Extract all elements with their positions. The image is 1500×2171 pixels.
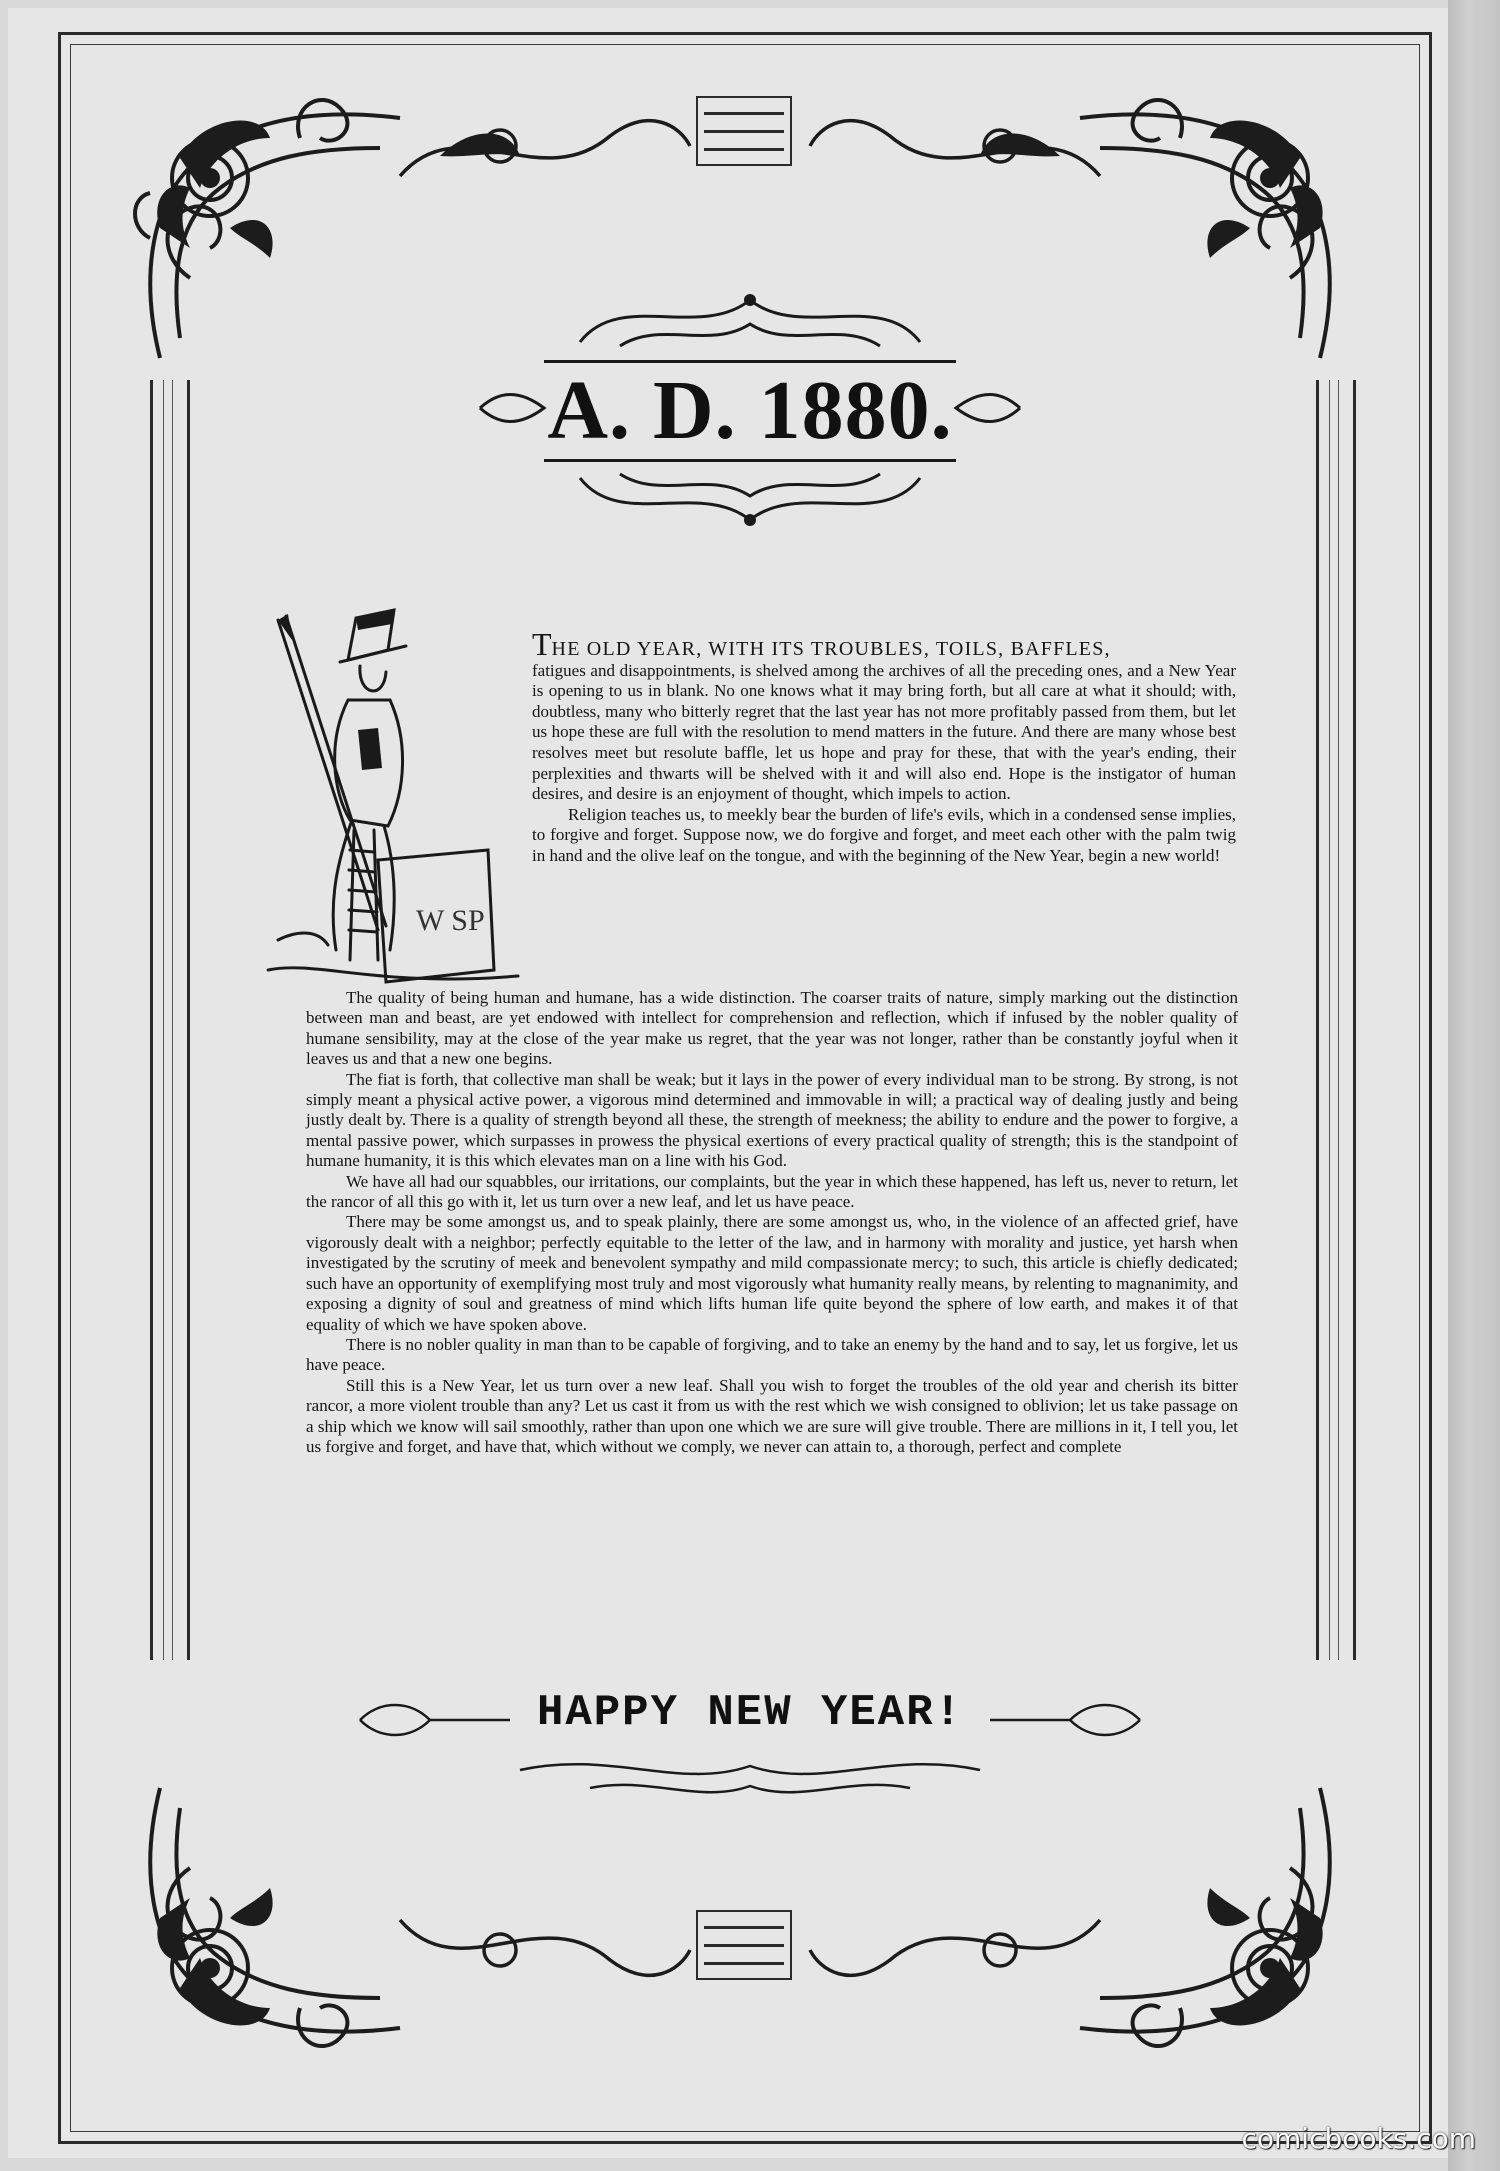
pillar-right	[1316, 380, 1356, 1660]
closing-banner	[350, 1680, 1150, 1810]
closing-greeting: HAPPY NEW YEAR!	[536, 1688, 964, 1738]
scroll-ornament-corner-bottom-left	[120, 1768, 420, 2068]
lead-column	[532, 628, 1236, 867]
article-body	[306, 988, 1238, 1457]
cartouche-top	[696, 96, 792, 166]
lead-headline	[532, 628, 1236, 661]
page-edge-shadow	[1448, 0, 1500, 2171]
lead-paragraph: Religion teaches us, to meekly bear the burden of life's evils, which in a condensed sense implies, to forgive and forget. Suppose now, we do forgive and forget, and meet each other with the palm twig in hand and the olive leaf on the tongue, and with the beginning of the New Year, begin a new world!	[532, 804, 1236, 865]
body-paragraph: There may be some amongst us, and to speak plainly, there are some amongst us, who, in the violence of an affected grief, have vigorously dealt with a neighbor; perfectly equitable to the letter of the law, and in harmony with morality and justice, yet harsh when investigated by the scrutiny of meek and benevolent sympathy and mild compassionate mercy; to such, this article is chiefly dedicated; such have an opportunity of exemplifying most truly and most vigorously what humanity really means, by relenting to magnanimity, and exposing a dignity of soul and greatness of mind which lifts human life quite beyond the sphere of low earth, and makes it of that equality of which we have spoken above.	[306, 1212, 1238, 1334]
page-title: A. D. 1880.	[547, 364, 953, 457]
lead-headline-text: HE OLD YEAR, WITH ITS TROUBLES, TOILS, BAFFLES,	[551, 638, 1111, 660]
scroll-ornament-corner-top-left	[120, 78, 420, 378]
pillar-left	[150, 380, 190, 1660]
cartouche-bottom	[696, 1910, 792, 1980]
body-paragraph: The quality of being human and humane, has a wide distinction. The coarser traits of nature, simply marking out the distinction between man and beast, are yet endowed with intellect for comprehension and reflection, which if infused by the nobler quality of humane sensibility, may at the close of the year make us regret, that the year was not longer, rather than be constantly joyful when it leaves us and that a new one begins.	[306, 988, 1238, 1069]
body-paragraph: We have all had our squabbles, our irritations, our complaints, but the year in which these happened, has left us, never to return, let the rancor of all this go with it, let us turn over a new leaf, and let us have peace.	[306, 1171, 1238, 1212]
title-banner	[470, 280, 1030, 540]
body-paragraph: The fiat is forth, that collective man shall be weak; but it lays in the power of every individual man to be strong. By strong, is not simply meant a physical active power, a vigorous mind determined and immovable in will; a practical way of dealing justly and being justly dealt by. There is a quality of strength beyond all these, the strength of meekness; the ability to endure and the power to forgive, a mental passive power, which surpasses in prowess the physical exertions of every practical quality of strength; this is the standpoint of humane humanity, it is this which elevates man on a line with his God.	[306, 1069, 1238, 1171]
uncle-sam-illustration	[258, 600, 528, 990]
body-paragraph: Still this is a New Year, let us turn over a new leaf. Shall you wish to forget the troubles of the old year and cherish its bitter rancor, a more violent trouble than any? Let us cast it from us with the rest which we wish consigned to oblivion; let us take passage on a ship which we know will sail smoothly, rather than upon one which we are sure will give trouble. There are millions in it, I tell you, let us forgive and forget, and have that, which without we comply, we never can attain to, a thorough, perfect and complete	[306, 1375, 1238, 1456]
drop-cap: T	[532, 626, 552, 662]
watermark-text: comicbooks.com	[1241, 2122, 1476, 2155]
sign-text: W SP	[416, 904, 485, 937]
lead-paragraph: fatigues and disappointments, is shelved among the archives of all the preceding ones, and a New Year is opening to us in blank. No one knows what it may bring forth, but all care at what it should; with, doubtless, many who bitterly regret that the last year has not more profitably passed from them, but let us hope these are full with the resolution to mend matters in the future. And there are many whose best resolves meet but resolute baffle, let us hope and pray for these, that with the year's ending, their perplexities and thwarts will be shelved with it and will also end. Hope is the instigator of human desires, and desire is an enjoyment of thought, which impels to action.	[532, 660, 1236, 804]
body-paragraph: There is no nobler quality in man than to be capable of forgiving, and to take an enemy by the hand and to say, let us forgive, let us have peace.	[306, 1334, 1238, 1375]
